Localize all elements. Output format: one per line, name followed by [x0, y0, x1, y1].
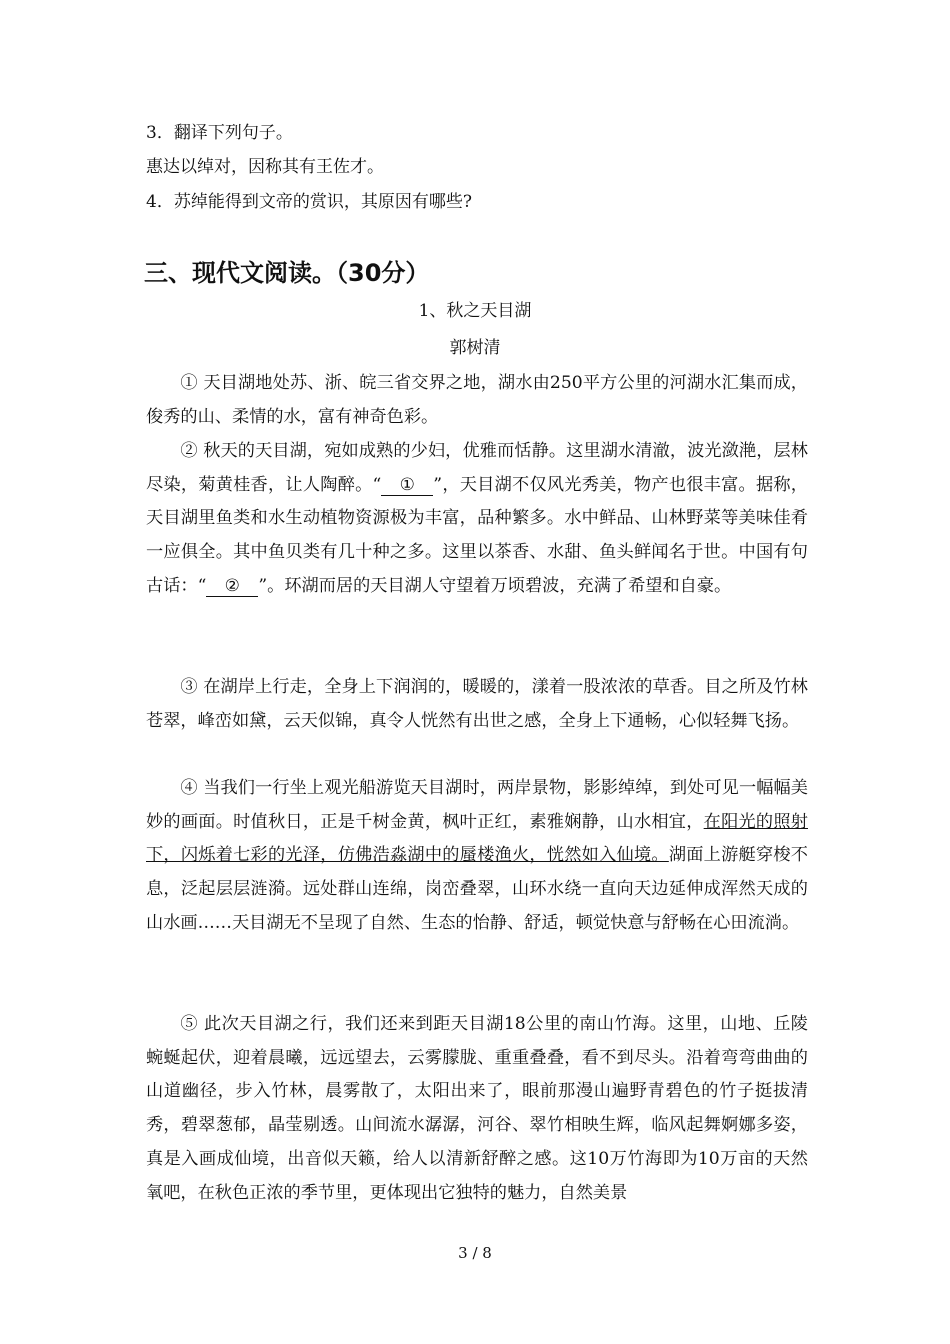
paragraph-1: ① 天目湖地处苏、浙、皖三省交界之地，湖水由250平方公里的河湖水汇集而成，俊秀的山、柔情的水，富有神奇色彩。	[146, 373, 808, 427]
paragraph-2-part-a: ② 秋天的天目湖，宛如成熟的少妇，优雅而恬静。这里湖水清澈，波光潋滟，层林尽染，菊黄桂香，让人陶醉。“	[146, 441, 808, 495]
paragraph-2-part-b: ”，天目湖不仅风光秀美，物产也很丰富。据称，天目湖里鱼类和水生动植物资源极为丰富，品种繁多。水中鲜品、山林野菜等美味佳肴一应俱全。其中鱼贝类有几十种之多。这里以茶香、水甜、鱼头鲜闻名于世。中国有句古话：“	[146, 474, 808, 596]
paragraph-4	[146, 772, 808, 941]
paragraph-4-part-b: 湖面上游艇穿梭不息，泛起层层涟漪。远处群山连绵，岗峦叠翠，山环水绕一直向天边延伸成浑然天成的山水画……天目湖无不呈现了自然、生态的怡静、舒适，顿觉快意与舒畅在心田流淌。	[146, 845, 808, 933]
fill-blank-1: ①	[381, 475, 433, 496]
underlined-sentence: 在阳光的照射下，闪烁着七彩的光泽，仿佛浩淼湖中的蜃楼渔火，恍然如入仙境。	[146, 811, 808, 866]
fill-blank-2: ②	[206, 576, 258, 597]
article-title: 1、秋之天目湖	[418, 301, 532, 321]
section-heading: 三、现代文阅读。（30分）	[144, 259, 430, 287]
paragraph-5: ⑤ 此次天目湖之行，我们还来到距天目湖18公里的南山竹海。这里，山地、丘陵蜿蜒起伏，迎着晨曦，远远望去，云雾朦胧、重重叠叠，看不到尽头。沿着弯弯曲曲的山道幽径，步入竹林，晨雾散了，太阳出来了，眼前那漫山遍野青碧色的竹子挺拔清秀，碧翠葱郁，晶莹剔透。山间流水潺潺，河谷、翠竹相映生辉，临风起舞婀娜多姿，真是入画成仙境，出音似天籁，给人以清新舒醉之感。这10万竹海即为10万亩的天然氧吧，在秋色正浓的季节里，更体现出它独特的魅力，自然美景	[146, 1014, 808, 1203]
article-author: 郭树清	[449, 338, 501, 358]
paragraph-4-part-a: ④ 当我们一行坐上观光船游览天目湖时，两岸景物，影影绰绰，到处可见一幅幅美妙的画面。时值秋日，正是千树金黄，枫叶正红，素雅娴静，山水相宜，	[146, 778, 808, 832]
question-3-sentence: 惠达以绰对，因称其有王佐才。	[146, 157, 384, 177]
paragraph-3: ③ 在湖岸上行走，全身上下润润的，暖暖的，漾着一股浓浓的草香。目之所及竹林苍翠，峰峦如黛，云天似锦，真令人恍然有出世之感，全身上下通畅，心似轻舞飞扬。	[146, 677, 808, 731]
paragraph-2	[146, 435, 808, 604]
question-4-title: 4．苏绰能得到文帝的赏识，其原因有哪些?	[146, 192, 472, 212]
question-3-title: 3．翻译下列句子。	[146, 123, 293, 143]
page-number: 3 / 8	[458, 1244, 492, 1262]
paragraph-2-part-c: ”。环湖而居的天目湖人守望着万顷碧波，充满了希望和自豪。	[258, 575, 732, 596]
